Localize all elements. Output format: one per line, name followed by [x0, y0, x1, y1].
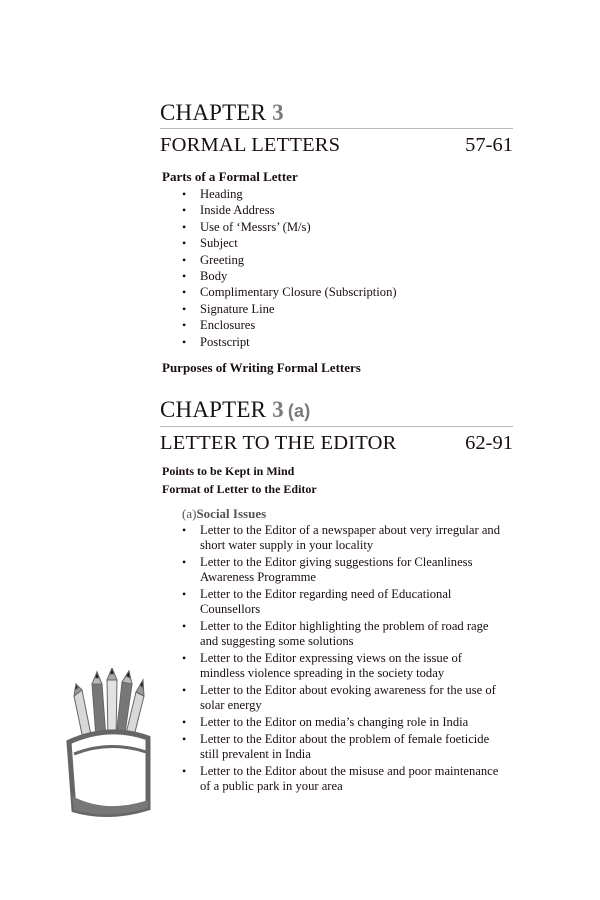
- chapter-number: 3: [272, 397, 284, 422]
- section-heading[interactable]: [182, 506, 266, 522]
- chapter-3-header: [160, 100, 513, 157]
- page-range: 62-91: [465, 432, 513, 454]
- list-item[interactable]: • Letter to the Editor of a newspaper about very irregular and short water supply in your locality: [182, 523, 502, 553]
- list-item[interactable]: • Letter to the Editor regarding need of Educational Counsellors: [182, 587, 502, 617]
- list-item[interactable]: • Greeting: [182, 252, 397, 268]
- chapter-label: [160, 100, 513, 126]
- list-item[interactable]: • Enclosures: [182, 317, 397, 333]
- list-item[interactable]: • Subject: [182, 235, 397, 251]
- chapter-3a-header: [160, 397, 513, 455]
- list-item[interactable]: • Letter to the Editor highlighting the problem of road rage and suggesting some solutions: [182, 619, 502, 649]
- page-range: 57-61: [465, 134, 513, 156]
- chapter-word: CHAPTER: [160, 100, 267, 125]
- list-item[interactable]: • Postscript: [182, 334, 397, 350]
- letters-list: [182, 523, 502, 796]
- divider-rule: [160, 128, 513, 129]
- list-item[interactable]: • Letter to the Editor about evoking awareness for the use of solar energy: [182, 683, 502, 713]
- chapter-title-row[interactable]: [160, 134, 513, 157]
- list-item[interactable]: • Letter to the Editor about the misuse and poor maintenance of a public park in your area: [182, 764, 502, 794]
- list-item[interactable]: • Signature Line: [182, 301, 397, 317]
- divider-rule: [160, 426, 513, 427]
- chapter-title-row[interactable]: [160, 432, 513, 455]
- list-item[interactable]: • Letter to the Editor expressing views on the issue of mindless violence spreading in the society today: [182, 651, 502, 681]
- chapter-suffix: (a): [287, 401, 311, 421]
- list-item[interactable]: • Letter to the Editor about the problem of female foeticide still prevalent in India: [182, 732, 502, 762]
- parts-list: [182, 186, 397, 350]
- chapter-label: [160, 397, 513, 424]
- subheading-points[interactable]: Points to be Kept in Mind: [162, 464, 295, 478]
- chapter-word: CHAPTER: [160, 397, 267, 422]
- chapter-title[interactable]: FORMAL LETTERS: [160, 134, 341, 156]
- list-item[interactable]: • Letter to the Editor on media’s changing role in India: [182, 715, 502, 730]
- section-title: Social Issues: [196, 506, 267, 521]
- list-item[interactable]: • Complimentary Closure (Subscription): [182, 284, 397, 300]
- list-item[interactable]: • Body: [182, 268, 397, 284]
- pencil-cup-icon: [66, 668, 152, 818]
- list-item[interactable]: • Inside Address: [182, 202, 397, 218]
- chapter-title[interactable]: LETTER TO THE EDITOR: [160, 432, 397, 454]
- list-item[interactable]: • Heading: [182, 186, 397, 202]
- chapter-number: 3: [272, 100, 284, 125]
- list-item[interactable]: • Letter to the Editor giving suggestions for Cleanliness Awareness Programme: [182, 555, 502, 585]
- list-item[interactable]: • Use of ‘Messrs’ (M/s): [182, 219, 397, 235]
- subheading-format[interactable]: Format of Letter to the Editor: [162, 482, 317, 496]
- subheading-parts[interactable]: Parts of a Formal Letter: [162, 169, 298, 184]
- subheading-purposes[interactable]: Purposes of Writing Formal Letters: [162, 360, 361, 375]
- section-marker: (a): [182, 506, 197, 521]
